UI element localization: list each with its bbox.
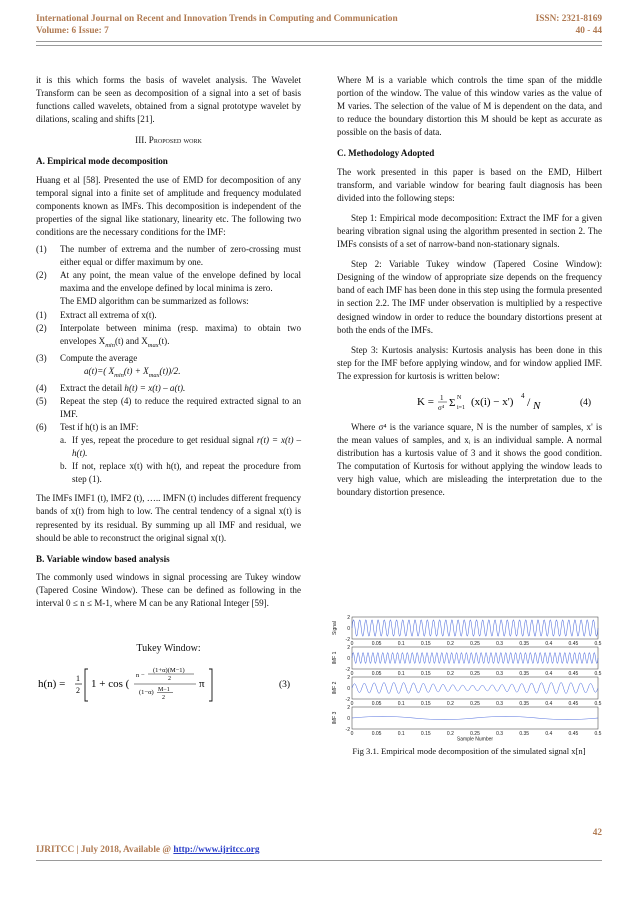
x-tick-label: 0.45: [568, 731, 579, 737]
list-item: (2) At any point, the mean value of the envelope defined by local maxima and the envelope defined by local minima is zero.: [36, 270, 301, 294]
x-tick-label: 0.45: [568, 641, 579, 647]
left-column: [36, 74, 301, 703]
right-column: [337, 74, 602, 500]
kurtosis-equation: [337, 387, 602, 417]
svg-text:(x(i) − x'): (x(i) − x'): [471, 395, 514, 408]
x-tick-label: 0.15: [420, 671, 431, 677]
x-tick-label: 0.3: [496, 671, 504, 677]
figure-caption: Fig 3.1. Empirical mode decomposition of the simulated signal x[n]: [352, 746, 586, 756]
x-tick-label: 0.05: [371, 671, 382, 677]
equation-number: (4): [580, 397, 592, 408]
tukey-label: Tukey Window:: [136, 643, 201, 655]
series-line-imf-2: [352, 683, 598, 694]
list-item: (5) Repeat the step (4) to reduce the required extracted signal to an IMF.: [36, 395, 301, 419]
x-tick-label: 0.45: [568, 701, 579, 707]
x-tick-label: 0.05: [371, 701, 382, 707]
x-tick-label: 0.3: [496, 731, 504, 737]
svg-text:i=1: i=1: [457, 404, 466, 411]
paragraph: Where σ⁴ is the variance square, N is the number of samples, x' is the mean values of samples, and xᵢ is an individual sample. A normal distribution has a kurtosis value of 3 and it shows the good condition. The computation of Kurtosis for without applying the window leads to very high value, which are misleading the interpretation due to the boundary distortion presence.: [337, 421, 602, 498]
volume-line: [36, 26, 602, 36]
x-tick-label: 0: [350, 671, 354, 677]
x-tick-label: 0.2: [446, 701, 454, 707]
x-tick-label: 0.2: [446, 731, 454, 737]
x-tick-label: 0.25: [470, 701, 480, 707]
x-tick-label: 0.05: [371, 731, 382, 737]
svg-text:N: N: [533, 399, 541, 412]
subsection-heading: C. Methodology Adopted: [337, 148, 435, 159]
paragraph: The EMD algorithm can be summarized as follows:: [60, 296, 249, 307]
list-item: (6) Test if h(t) is an IMF:: [36, 421, 139, 432]
series-line-imf-3: [352, 716, 598, 719]
x-tick-label: 0.1: [397, 701, 405, 707]
list-item: a. If yes, repeat the procedure to get residual signal r(t) = x(t) – h(t).: [60, 434, 302, 459]
tukey-equation: [36, 663, 301, 705]
x-tick-label: 0.15: [420, 701, 431, 707]
paragraph: it is this which forms the basis of wavelet analysis. The Wavelet Transform can be seen as decomposition of a signal into a set of basis functions called wavelets, obtained from a signal prototype wavelet by dilations, scaling and shifts [21].: [36, 75, 301, 125]
conditions-list: [36, 243, 301, 295]
emd-figure: [330, 613, 602, 743]
x-tick-label: 0.1: [397, 731, 405, 737]
svg-text:1: 1: [76, 674, 80, 684]
svg-text:n −: n −: [136, 672, 145, 680]
svg-text:1: 1: [440, 393, 444, 402]
y-tick-label: 0: [347, 626, 350, 632]
x-tick-label: 0.15: [420, 641, 431, 647]
page-range: 40 - 44: [575, 26, 602, 36]
paragraph: Where M is a variable which controls the time span of the middle portion of the window. The value of this window varies as the value of M varies. The selection of the value of M is dependent on the data, and to reduce the boundary distortion this M should be kept as accurate as possible on the basis of data.: [337, 75, 602, 138]
x-tick-label: 0.25: [470, 671, 480, 677]
equation-4: [337, 387, 602, 417]
journal-header: [36, 14, 602, 24]
footer-text: IJRITCC | July 2018, Available @: [36, 845, 174, 855]
subsection-heading: B. Variable window based analysis: [36, 553, 170, 564]
x-axis-label: Sample Number: [456, 736, 494, 743]
footer: [36, 845, 260, 855]
svg-text:(1+α)(M−1): (1+α)(M−1): [153, 667, 185, 675]
equation-3: [36, 663, 301, 703]
x-tick-label: 0.3: [496, 641, 504, 647]
y-axis-label: IMF 1: [332, 651, 338, 665]
y-tick-label: 0: [347, 686, 350, 692]
y-tick-label: 0: [347, 716, 350, 722]
svg-text:2: 2: [162, 695, 165, 702]
algorithm-list: [36, 309, 301, 487]
svg-text:(1−α): (1−α): [139, 689, 154, 697]
paragraph: Step 1: Empirical mode decomposition: Extract the IMF for a given bearing vibration signal using the algorithm presented in section 2. The IMFs consists of a set of narrow-band non-stationary signals.: [337, 212, 602, 250]
x-tick-label: 0: [350, 701, 354, 707]
x-tick-label: 0.35: [519, 701, 530, 707]
footer-link[interactable]: http://www.ijritcc.org: [173, 845, 260, 855]
y-tick-label: 2: [347, 675, 350, 681]
y-tick-label: 2: [347, 705, 350, 711]
x-tick-label: 0.5: [594, 731, 602, 737]
list-item: (1) Extract all extrema of x(t).: [36, 309, 157, 320]
svg-text:2: 2: [168, 676, 171, 683]
paragraph: Step 2: Variable Tukey window (Tapered Cosine Window): Designing of the window of appropriate size depends on the frequency band of each IMF has been done in this step using the formula presented in section 2.2. The IMF under observation is multiplied by a respective designed window in order to reduce the boundary distortions present at both the ends of the IMFs.: [337, 259, 602, 335]
footer-rule: [36, 860, 602, 861]
x-tick-label: 0.35: [519, 731, 530, 737]
y-tick-label: 2: [347, 615, 350, 621]
x-tick-label: 0: [350, 731, 354, 737]
issn: ISSN: 2321-8169: [535, 14, 602, 24]
series-line-imf-1: [352, 653, 598, 663]
subsection-heading: A. Empirical mode decomposition: [36, 156, 168, 167]
svg-text:2: 2: [76, 686, 80, 696]
x-tick-label: 0.45: [568, 671, 579, 677]
formula: a(t)=( $X_{min}(t) + X_{max}(t))/2$.: [84, 365, 181, 379]
y-tick-label: -2: [345, 727, 350, 733]
volume: Volume: 6 Issue: 7: [36, 26, 109, 36]
journal-title: International Journal on Recent and Innovation Trends in Computing and Communication: [36, 14, 398, 24]
x-tick-label: 0: [350, 641, 354, 647]
paragraph: Huang et al [58]. Presented the use of EMD for decomposition of any temporal signal into a finite set of amplitude and frequency modulated components known as IMFs. This decomposition is independent of the properties of the signal like stationary, linearity etc. The following two conditions are the necessary conditions for the IMF:: [36, 174, 301, 237]
svg-text:K =: K =: [417, 395, 434, 408]
paragraph: The IMFs IMF1 (t), IMF2 (t), ….. IMFN (t) includes different frequency bands of x(t) from high to low. The central tendency of a signal x(t) is represented by its residual. By summing up all IMF and residual, we should be able to reconstruct the original signal x(t).: [36, 493, 301, 543]
x-tick-label: 0.3: [496, 701, 504, 707]
svg-text:4: 4: [521, 391, 525, 400]
svg-text:/: /: [527, 394, 531, 409]
paragraph: The commonly used windows in signal processing are Tukey window (Tapered Cosine Window). These can be defined as following in the interval 0 ≤ n ≤ M-1, where M can be any Rational Integer [59].: [36, 571, 301, 608]
list-item: (1) The number of extrema and the number of zero-crossing must either equal or differ maximum by one.: [36, 244, 301, 268]
list-item: (2) Interpolate between minima (resp. maxima) to obtain two envelopes $X_{min}(t)$ and $X_{max}(t)$.: [36, 322, 301, 349]
y-tick-label: 0: [347, 656, 350, 662]
x-tick-label: 0.15: [420, 731, 431, 737]
x-tick-label: 0.1: [397, 641, 405, 647]
svg-text:M−1: M−1: [158, 687, 170, 694]
x-tick-label: 0.1: [397, 671, 405, 677]
svg-text:σ⁴: σ⁴: [438, 403, 445, 412]
x-tick-label: 0.5: [594, 641, 602, 647]
x-tick-label: 0.4: [545, 701, 553, 707]
svg-text:N: N: [457, 394, 462, 401]
y-axis-label: IMF 2: [332, 681, 338, 695]
equation-number: (3): [279, 680, 291, 691]
x-tick-label: 0.05: [371, 641, 382, 647]
svg-text:1 + cos (: 1 + cos (: [91, 678, 130, 691]
y-tick-label: 2: [347, 645, 350, 651]
list-item: (4) Extract the detail h(t) = x(t) – a(t).: [36, 382, 186, 393]
x-tick-label: 0.5: [594, 671, 602, 677]
x-tick-label: 0.4: [545, 641, 553, 647]
x-tick-label: 0.2: [446, 671, 454, 677]
list-item: (3) Compute the average: [36, 352, 138, 363]
x-tick-label: 0.25: [470, 641, 480, 647]
x-tick-label: 0.2: [446, 641, 454, 647]
series-line-signal: [352, 620, 598, 636]
y-tick-label: -2: [345, 667, 350, 673]
x-tick-label: 0.35: [519, 671, 530, 677]
svg-text:h(n) =: h(n) =: [38, 678, 66, 691]
x-tick-label: 0.35: [519, 641, 530, 647]
paragraph: Step 3: Kurtosis analysis: Kurtosis analysis has been done in this step for the IMF before applying window, and for window applied IMF. The expression for kurtosis is written below:: [337, 344, 602, 381]
y-axis-label: IMF 3: [332, 711, 338, 725]
x-tick-label: 0.4: [545, 731, 553, 737]
y-tick-label: -2: [345, 697, 350, 703]
y-tick-label: -2: [345, 637, 350, 643]
x-tick-label: 0.5: [594, 701, 602, 707]
x-tick-label: 0.25: [470, 731, 480, 737]
svg-text:Σ: Σ: [449, 396, 456, 409]
header-rule: [36, 41, 602, 42]
list-item: b. If not, replace x(t) with h(t), and repeat the procedure from step (1).: [60, 461, 301, 485]
header-rule-2: [36, 45, 602, 46]
svg-text:π: π: [199, 678, 205, 691]
paragraph: The work presented in this paper is based on the EMD, Hilbert transform, and variable window for bearing fault diagnosis has been divided into the following steps:: [337, 166, 602, 203]
section-heading: III. Proposed work: [135, 135, 202, 146]
x-tick-label: 0.4: [545, 671, 553, 677]
page-number: 42: [592, 828, 602, 838]
y-axis-label: Signal: [332, 621, 338, 635]
